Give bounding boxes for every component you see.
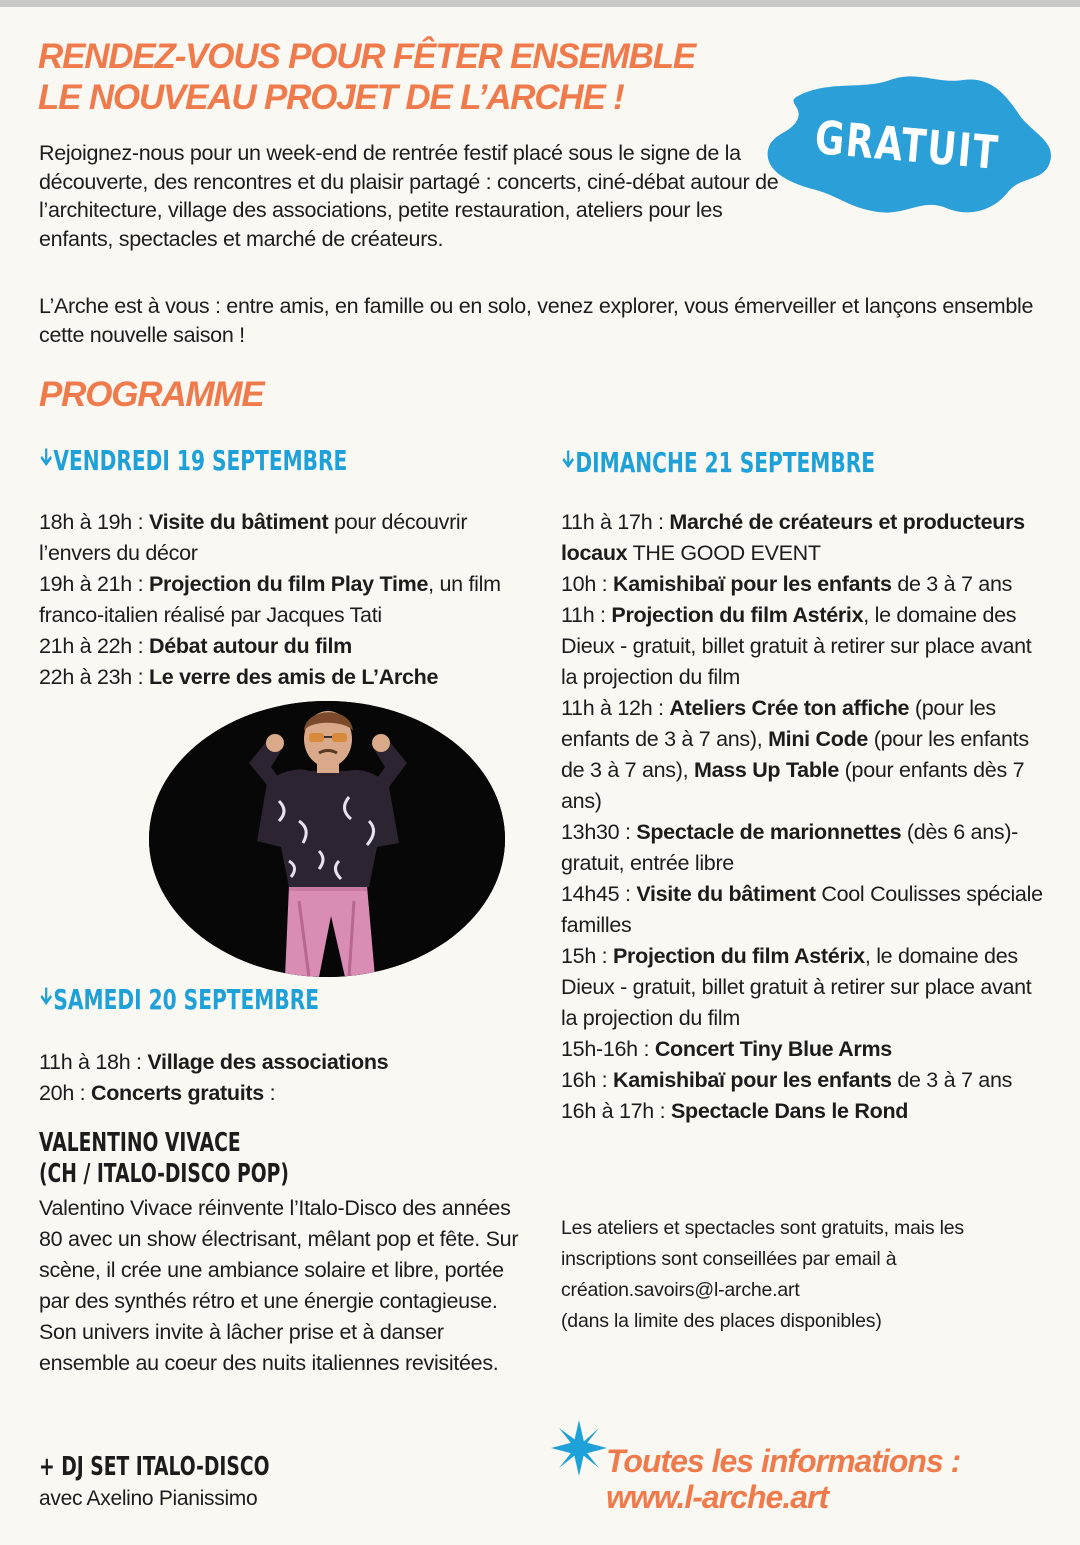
list-item: 11h à 12h : Ateliers Crée ton affiche (pour les enfants de 3 à 7 ans), Mini Code (pour les enfants de 3 à 7 ans), Mass Up Table (pour enfants dès 7 ans) <box>561 696 1029 813</box>
intro-paragraph-1: Rejoignez-nous pour un week-end de rentrée festif placé sous le signe de la découverte, des rencontres et du plaisir partagé : concerts, ciné-débat autour de l’architecture, village des associations, petite restauration, ateliers pour les enfants, spectacles et marché de créateurs. <box>39 141 779 251</box>
gratuit-badge <box>758 72 1056 217</box>
list-item: 21h à 22h : Débat autour du film <box>39 634 352 658</box>
saturday-heading <box>39 983 319 1017</box>
saturday-list <box>39 1047 529 1109</box>
performer-illustration <box>149 701 505 977</box>
website-link[interactable]: www.l-arche.art <box>606 1479 829 1515</box>
artist-description: Valentino Vivace réinvente l’Italo-Disco des années 80 avec un show électrisant, mêlant pop et fête. Sur scène, il crée une ambiance solaire et libre, portée par des synthés rétro et une énergie contagieuse. Son univers invite à lâcher prise et à danser ensemble au coeur des nuits italiennes revisitées. <box>39 1196 519 1375</box>
list-item: 15h-16h : Concert Tiny Blue Arms <box>561 1037 892 1061</box>
list-item: 16h : Kamishibaï pour les enfants de 3 à 7 ans <box>561 1068 1013 1092</box>
note-text: Les ateliers et spectacles sont gratuits, mais les inscriptions sont conseillées par email à <box>561 1217 964 1270</box>
sunday-heading-label: DIMANCHE 21 SEPTEMBRE <box>575 446 876 479</box>
artist-photo <box>149 701 505 977</box>
dj-set-title: + DJ SET ITALO-DISCO <box>39 1452 270 1482</box>
saturday-heading-label: SAMEDI 20 SEPTEMBRE <box>53 983 320 1016</box>
friday-list <box>39 507 519 693</box>
note-email-link[interactable]: création.savoirs@l-arche.art <box>561 1279 800 1301</box>
programme-title: PROGRAMME <box>39 375 264 414</box>
note-availability: (dans la limite des places disponibles) <box>561 1310 882 1332</box>
registration-note <box>561 1213 1041 1337</box>
down-arrow-icon <box>561 446 575 472</box>
asterisk-star-icon <box>551 1420 607 1476</box>
list-item: 13h30 : Spectacle de marionnettes (dès 6 ans)- gratuit, entrée libre <box>561 820 1019 875</box>
list-item: 11h à 17h : Marché de créateurs et producteurs locaux THE GOOD EVENT <box>561 510 1025 565</box>
intro-paragraph-2: L’Arche est à vous : entre amis, en famille ou en solo, venez explorer, vous émerveiller et lançons ensemble cette nouvelle saison ! <box>39 294 1034 347</box>
list-item: 15h : Projection du film Astérix, le domaine des Dieux - gratuit, billet gratuit à retirer sur place avant la projection du film <box>561 944 1032 1030</box>
sunday-list <box>561 507 1046 1127</box>
title-line-1: RENDEZ-VOUS POUR FÊTER ENSEMBLE <box>38 37 696 76</box>
friday-heading-label: VENDREDI 19 SEPTEMBRE <box>53 444 348 477</box>
down-arrow-icon <box>39 983 53 1009</box>
title-line-2: LE NOUVEAU PROJET DE L’ARCHE ! <box>38 78 624 117</box>
page-title <box>38 36 758 118</box>
top-border <box>0 0 1080 7</box>
sunday-heading <box>561 446 875 480</box>
badge-label: GRATUIT <box>812 109 1002 180</box>
footer-info <box>606 1443 960 1515</box>
list-item: 10h : Kamishibaï pour les enfants de 3 à 7 ans <box>561 572 1013 596</box>
dj-set-subtitle: avec Axelino Pianissimo <box>39 1487 258 1510</box>
list-item: 11h à 18h : Village des associations <box>39 1050 389 1074</box>
artist-name-line-2: (CH / ITALO-DISCO POP) <box>39 1159 289 1189</box>
down-arrow-icon <box>39 444 53 470</box>
list-item: 14h45 : Visite du bâtiment Cool Coulisses spéciale familles <box>561 882 1043 937</box>
list-item: 22h à 23h : Le verre des amis de L’Arche <box>39 665 439 689</box>
list-item: 19h à 21h : Projection du film Play Time, un film franco-italien réalisé par Jacques Tati <box>39 572 501 627</box>
friday-heading <box>39 444 347 478</box>
footer-line-1: Toutes les informations : <box>606 1443 961 1479</box>
artist-name-line-1: VALENTINO VIVACE <box>39 1128 241 1158</box>
artist-name <box>39 1128 289 1190</box>
list-item: 11h : Projection du film Astérix, le domaine des Dieux - gratuit, billet gratuit à retirer sur place avant la projection du film <box>561 603 1032 689</box>
list-item: 18h à 19h : Visite du bâtiment pour découvrir l’envers du décor <box>39 510 468 565</box>
list-item: 20h : Concerts gratuits : <box>39 1081 276 1105</box>
list-item: 16h à 17h : Spectacle Dans le Rond <box>561 1099 909 1123</box>
